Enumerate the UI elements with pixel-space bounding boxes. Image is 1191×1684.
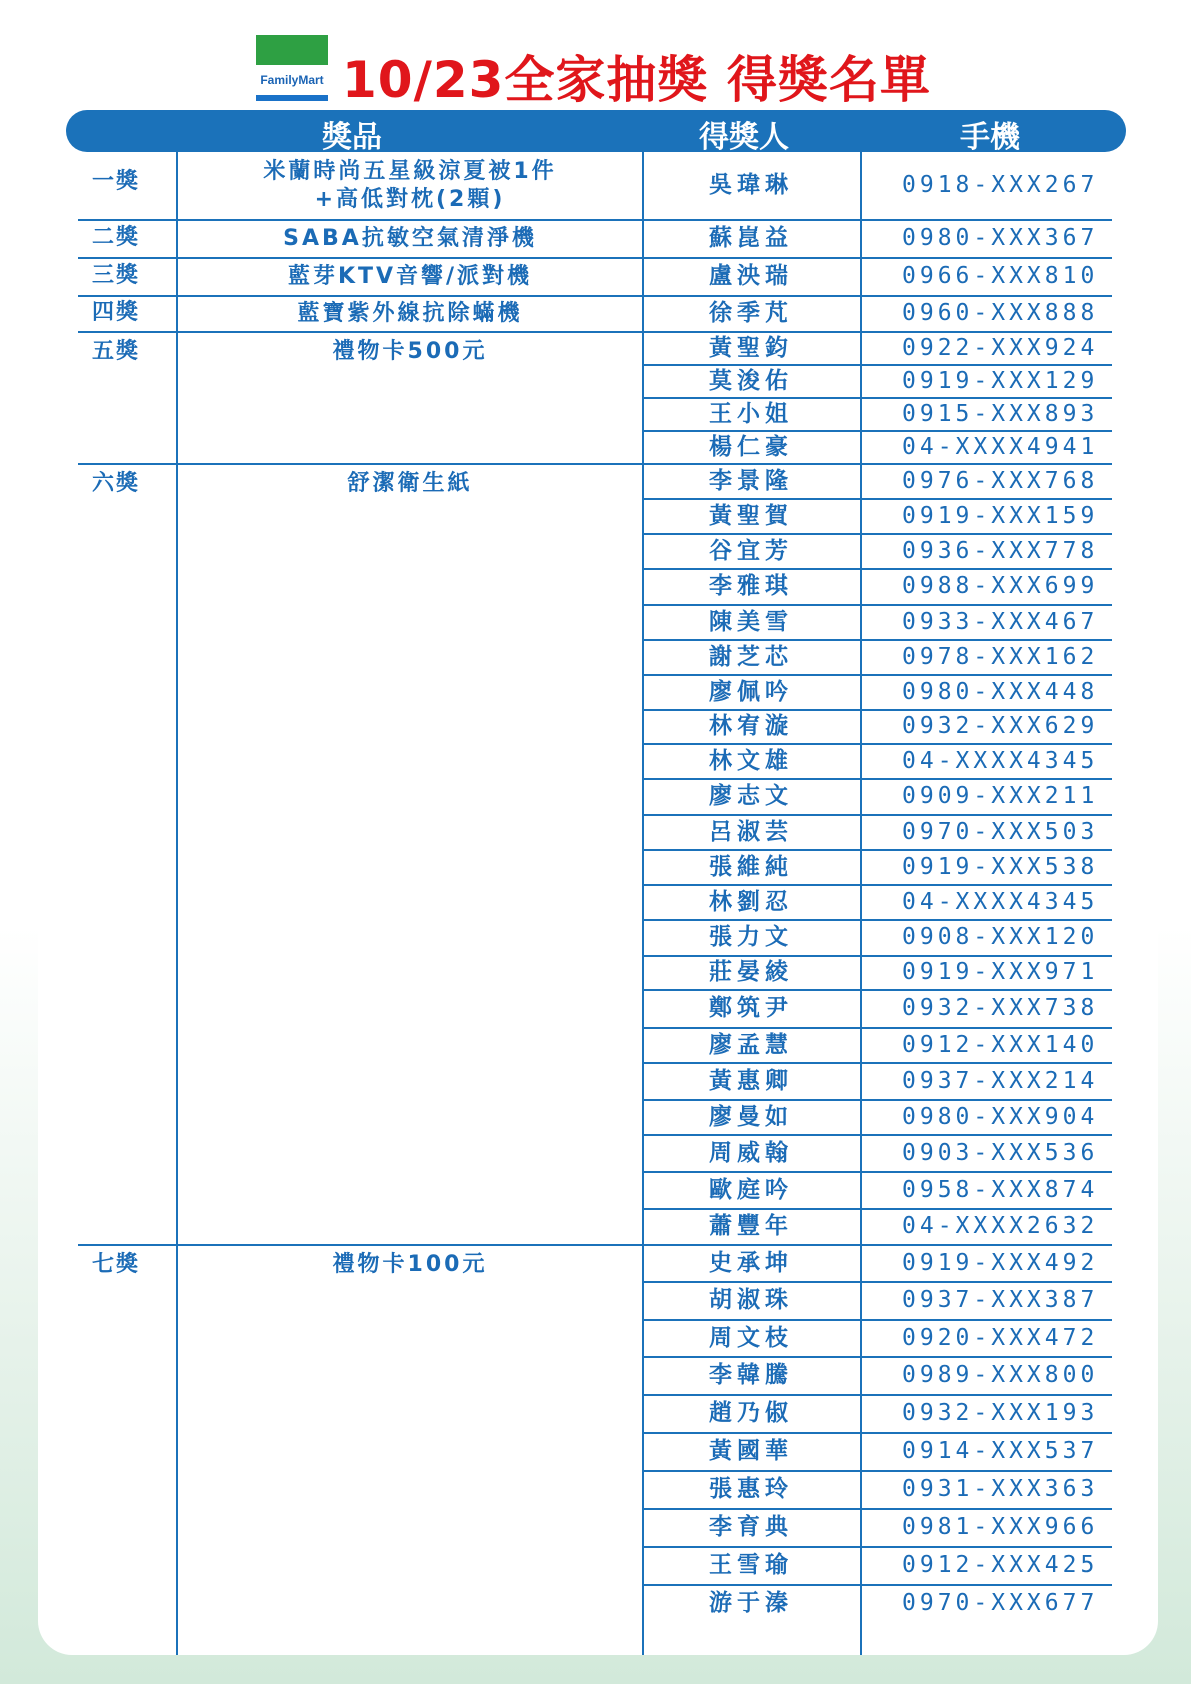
winner-name: 蘇崑益 [709, 225, 793, 251]
winner-phone: 0914-XXX537 [902, 1438, 1099, 1464]
winner-name: 谷宜芳 [709, 537, 793, 564]
row-divider [642, 604, 1112, 606]
row-divider [642, 674, 1112, 676]
winner-phone: 0920-XXX472 [902, 1324, 1099, 1351]
winner-phone: 0981-XXX966 [902, 1514, 1099, 1540]
winner-name: 陳美雪 [709, 608, 793, 635]
group-divider [78, 1244, 1112, 1246]
row-divider [642, 533, 1112, 535]
winner-phone: 04-XXXX4345 [902, 888, 1099, 915]
row-divider [642, 568, 1112, 570]
winner-phone: 0931-XXX363 [902, 1476, 1099, 1502]
prize-name: 禮物卡100元 [332, 1252, 488, 1277]
winner-name: 黃聖鈞 [709, 334, 793, 361]
winner-phone: 0937-XXX214 [902, 1067, 1099, 1094]
prize-tier: 四獎 [92, 300, 141, 325]
winner-phone: 04-XXXX2632 [902, 1213, 1099, 1239]
group-divider [78, 257, 1112, 259]
winner-phone: 0937-XXX387 [902, 1287, 1099, 1313]
winner-name: 周威翰 [709, 1139, 793, 1166]
prize-name: 舒潔衛生紙 [347, 471, 473, 496]
prize-name: 禮物卡500元 [332, 339, 488, 364]
winner-name: 趙乃俶 [709, 1400, 793, 1426]
winner-phone: 0932-XXX193 [902, 1400, 1099, 1426]
winner-name: 胡淑珠 [709, 1287, 793, 1313]
winner-phone: 0915-XXX893 [902, 400, 1099, 427]
winner-name: 廖孟慧 [709, 1031, 793, 1058]
winner-name: 吳瑋琳 [709, 172, 793, 198]
winner-name: 廖佩吟 [709, 678, 793, 705]
row-divider [642, 1470, 1112, 1472]
row-divider [642, 1356, 1112, 1358]
winner-name: 鄭筑尹 [709, 995, 793, 1021]
winner-name: 李育典 [709, 1514, 793, 1540]
winner-name: 歐庭吟 [709, 1176, 793, 1203]
row-divider [642, 1171, 1112, 1173]
row-divider [642, 955, 1112, 957]
winner-phone: 0966-XXX810 [902, 263, 1099, 289]
row-divider [642, 1432, 1112, 1434]
prize-tier: 六獎 [92, 471, 141, 496]
winner-phone: 0976-XXX768 [902, 467, 1099, 494]
row-divider [642, 1134, 1112, 1136]
group-divider [78, 295, 1112, 297]
row-divider [642, 919, 1112, 921]
winner-phone: 0918-XXX267 [902, 172, 1099, 198]
prize-name: 米蘭時尚五星級涼夏被1件 [263, 159, 557, 184]
winner-phone: 0970-XXX677 [902, 1589, 1099, 1616]
winner-name: 史承坤 [709, 1249, 793, 1276]
winner-name: 林宥漩 [709, 713, 793, 739]
winner-phone: 0919-XXX492 [902, 1249, 1099, 1276]
winner-phone: 0936-XXX778 [902, 537, 1099, 564]
header-winner: 得獎人 [699, 120, 789, 155]
row-divider [642, 639, 1112, 641]
winner-name: 莊晏綾 [709, 959, 793, 985]
winner-name: 李韓騰 [709, 1362, 793, 1388]
winner-phone: 0909-XXX211 [902, 783, 1099, 809]
row-divider [642, 1208, 1112, 1210]
winner-name: 盧泱瑞 [709, 263, 793, 289]
row-divider [642, 1281, 1112, 1283]
header-phone: 手機 [960, 120, 1020, 155]
winner-name: 張力文 [709, 924, 793, 950]
winner-name: 林文雄 [709, 747, 793, 774]
winner-name: 李景隆 [709, 467, 793, 494]
row-divider [642, 1319, 1112, 1321]
winner-phone: 0919-XXX159 [902, 502, 1099, 529]
winner-name: 廖曼如 [709, 1103, 793, 1130]
prize-name: 藍寶紫外線抗除蟎機 [297, 301, 523, 326]
row-divider [642, 989, 1112, 991]
winner-name: 張惠玲 [709, 1476, 793, 1502]
winner-phone: 0960-XXX888 [902, 300, 1099, 326]
row-divider [642, 1394, 1112, 1396]
row-divider [642, 778, 1112, 780]
winner-name: 莫浚佑 [709, 367, 793, 394]
row-divider [642, 1027, 1112, 1029]
prize-name: 藍芽KTV音響/派對機 [287, 264, 533, 289]
winner-name: 蕭豐年 [709, 1213, 793, 1239]
row-divider [642, 814, 1112, 816]
winner-name: 黃國華 [709, 1438, 793, 1464]
prize-tier: 二獎 [92, 225, 141, 250]
winner-phone: 0980-XXX448 [902, 678, 1099, 705]
row-divider [642, 1508, 1112, 1510]
winner-name: 游于溱 [709, 1589, 793, 1616]
row-divider [642, 1062, 1112, 1064]
winner-name: 林劉忍 [709, 888, 793, 915]
winner-phone: 0980-XXX904 [902, 1103, 1099, 1130]
winner-phone: 0919-XXX538 [902, 853, 1099, 880]
winner-phone: 0919-XXX971 [902, 959, 1099, 985]
winner-phone: 0978-XXX162 [902, 643, 1099, 670]
row-divider [642, 849, 1112, 851]
prize-tier: 七獎 [92, 1252, 141, 1277]
winner-name: 徐季芃 [709, 300, 793, 326]
group-divider [78, 219, 1112, 221]
row-divider [642, 1584, 1112, 1586]
winner-phone: 0933-XXX467 [902, 608, 1099, 635]
col-line-name [860, 152, 862, 1655]
winner-phone: 0912-XXX425 [902, 1552, 1099, 1578]
winner-phone: 0932-XXX629 [902, 713, 1099, 739]
winner-phone: 0912-XXX140 [902, 1031, 1099, 1058]
winner-name: 廖志文 [709, 783, 793, 809]
row-divider [642, 743, 1112, 745]
winner-phone: 0958-XXX874 [902, 1176, 1099, 1203]
col-line-tier [176, 152, 178, 1655]
winner-name: 王雪瑜 [709, 1552, 793, 1578]
winner-phone: 0932-XXX738 [902, 995, 1099, 1021]
row-divider [642, 884, 1112, 886]
winner-name: 楊仁豪 [709, 433, 793, 460]
prize-tier: 五獎 [92, 339, 141, 364]
prize-name: SABA抗敏空氣清淨機 [283, 226, 537, 251]
winner-phone: 0988-XXX699 [902, 573, 1099, 599]
winner-name: 王小姐 [709, 400, 793, 427]
prize-tier: 三獎 [92, 263, 141, 288]
winner-phone: 0908-XXX120 [902, 924, 1099, 950]
prize-tier: 一獎 [92, 169, 141, 194]
page-title: 10/23全家抽獎 得獎名單 [342, 51, 931, 109]
winner-name: 李雅琪 [709, 573, 793, 599]
winner-name: 張維純 [709, 853, 793, 880]
winner-phone: 0980-XXX367 [902, 225, 1099, 251]
winner-name: 黃聖賀 [709, 502, 793, 529]
row-divider [642, 1099, 1112, 1101]
winner-phone: 04-XXXX4941 [902, 433, 1099, 460]
winner-name: 謝芝芯 [709, 643, 793, 670]
winner-name: 呂淑芸 [709, 818, 793, 845]
winner-phone: 0922-XXX924 [902, 334, 1099, 361]
group-divider [78, 463, 1112, 465]
winner-name: 周文枝 [709, 1324, 793, 1351]
winner-phone: 0919-XXX129 [902, 367, 1099, 394]
col-line-prize [642, 152, 644, 1655]
header-prize: 獎品 [322, 120, 382, 155]
row-divider [642, 709, 1112, 711]
row-divider [642, 1546, 1112, 1548]
logo-text: FamilyMart [256, 65, 328, 95]
row-divider [642, 498, 1112, 500]
winner-phone: 0970-XXX503 [902, 818, 1099, 845]
winner-name: 黃惠卿 [709, 1067, 793, 1094]
winner-phone: 0989-XXX800 [902, 1362, 1099, 1388]
prize-name: +高低對枕(2顆) [314, 187, 506, 212]
winner-phone: 04-XXXX4345 [902, 747, 1099, 774]
winner-phone: 0903-XXX536 [902, 1139, 1099, 1166]
